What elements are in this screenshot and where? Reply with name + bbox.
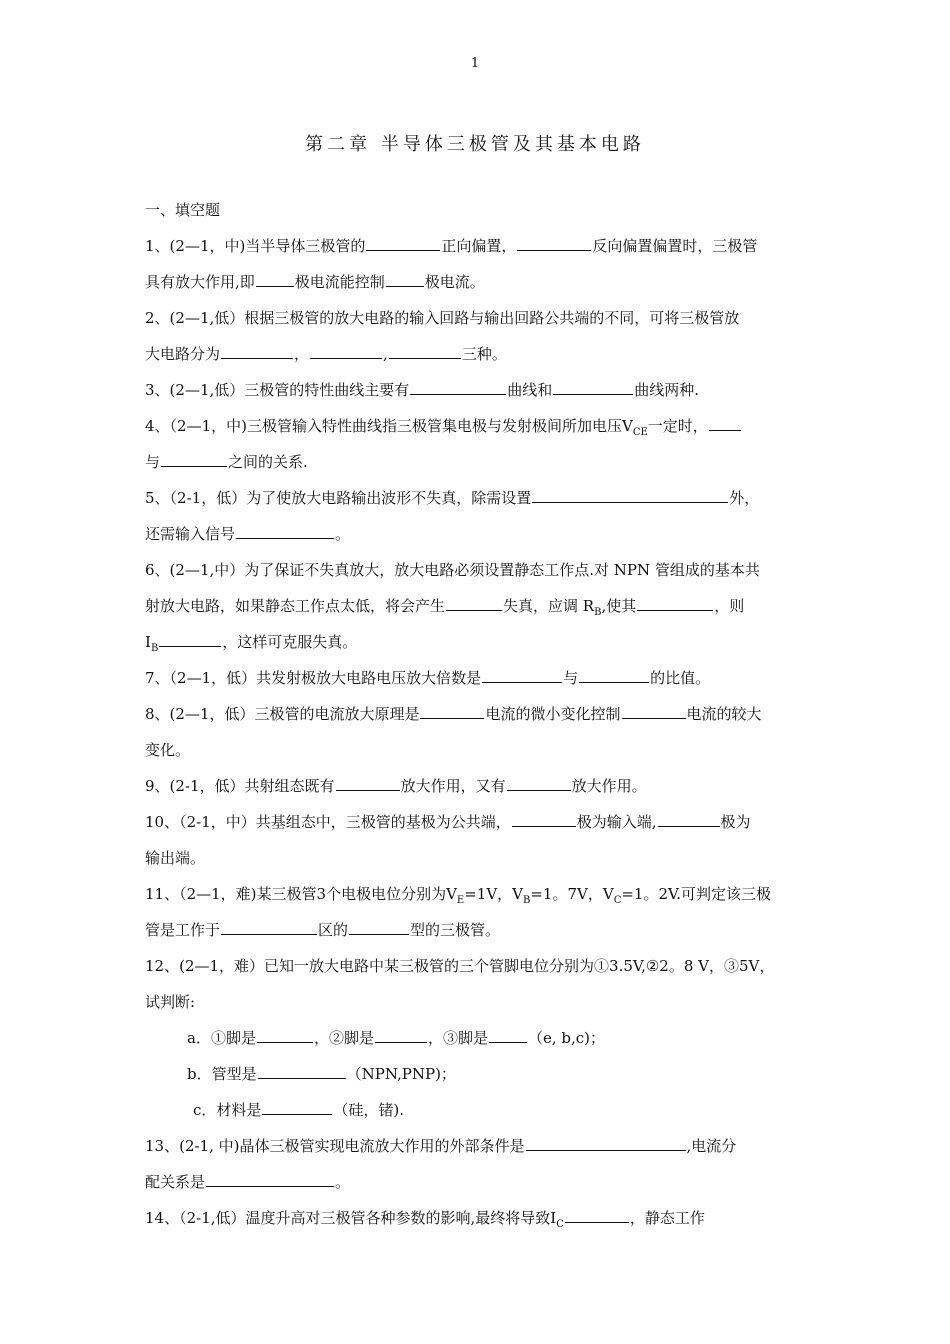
- q14-text-a: 14、（2-1,低）温度升高对三极管各种参数的影响,最终将导致I: [145, 1209, 557, 1227]
- q8-text-b: 电流的微小变化控制: [485, 705, 621, 723]
- question-3: [145, 372, 810, 408]
- q2-text-d: ,: [383, 345, 388, 363]
- q11-text-a: 11、（2—1，难)某三极管3个电极电位分别为V: [145, 885, 457, 903]
- answer-blank[interactable]: [389, 343, 461, 359]
- answer-blank[interactable]: [206, 1171, 334, 1187]
- answer-blank[interactable]: [637, 595, 713, 611]
- answer-blank[interactable]: [532, 487, 728, 503]
- q3-text-a: 3、(2—1,低）三极管的特性曲线主要有: [145, 381, 410, 399]
- page-number: 1: [470, 56, 480, 71]
- question-6-line-2: [145, 588, 810, 624]
- question-12-line-2: 试判断:: [145, 993, 196, 1011]
- answer-blank[interactable]: [262, 1099, 332, 1115]
- q10-text-b: 极为输入端,: [576, 813, 657, 831]
- answer-blank[interactable]: [161, 451, 227, 467]
- q11-text-e: 管是工作于: [145, 921, 221, 939]
- q12-text-f: （e, b,c)；: [527, 1029, 606, 1047]
- q1-text-a: 1、(2—1，中)当半导体三极管的: [145, 237, 366, 255]
- answer-blank[interactable]: [517, 235, 591, 251]
- answer-blank[interactable]: [410, 379, 506, 395]
- question-7: [145, 660, 810, 696]
- question-12-line-1: 12、(2—1，难）已知一放大电路中某三极管的三个管脚电位分别为①3.5V,②2。8 V，③5V，: [145, 957, 775, 975]
- answer-blank[interactable]: [526, 1135, 686, 1151]
- question-5-line-1: [145, 480, 810, 516]
- question-6-line-3: [145, 624, 810, 660]
- answer-blank[interactable]: [236, 523, 334, 539]
- q12-text-d: ，②脚是: [313, 1029, 374, 1047]
- answer-blank[interactable]: [579, 667, 649, 683]
- q6-text-b: 射放大电路，如果静态工作点太低，将会产生: [145, 597, 446, 615]
- answer-blank[interactable]: [257, 1027, 313, 1043]
- q6-text-f: I: [145, 633, 151, 651]
- answer-blank[interactable]: [446, 595, 502, 611]
- question-4-line-2: [145, 444, 810, 480]
- answer-blank[interactable]: [336, 775, 400, 791]
- answer-blank[interactable]: [507, 775, 571, 791]
- question-8-line-2: 变化。: [145, 741, 191, 759]
- q9-text-b: 放大作用，又有: [400, 777, 506, 795]
- q1-text-b: 正向偏置，: [441, 237, 517, 255]
- answer-blank[interactable]: [553, 379, 633, 395]
- q12-text-e: ，③脚是: [427, 1029, 488, 1047]
- q11-subscript-1: E: [456, 895, 465, 906]
- q2-text-b: 大电路分为: [145, 345, 221, 363]
- q2-text-e: 三种。: [461, 345, 507, 363]
- q7-text-a: 7、（2—1，低）共发射极放大电路电压放大倍数是: [145, 669, 482, 687]
- question-8-line-1: [145, 696, 810, 732]
- q10-text-c: 极为: [720, 813, 751, 831]
- q12-text-j: （硅，锗).: [333, 1101, 405, 1119]
- question-11-line-1: [145, 876, 810, 912]
- question-2-line-1: 2、(2—1,低）根据三极管的放大电路的输入回路与输出回路公共端的不同，可将三极管放: [145, 309, 740, 327]
- answer-blank[interactable]: [622, 703, 686, 719]
- answer-blank[interactable]: [386, 271, 424, 287]
- answer-blank[interactable]: [159, 631, 221, 647]
- q13-text-c: 配关系是: [145, 1173, 206, 1191]
- answer-blank[interactable]: [258, 1063, 346, 1079]
- question-12-part-c: [145, 1092, 810, 1128]
- q11-text-d: =1。2V.可判定该三极: [621, 885, 771, 903]
- q14-subscript: C: [556, 1219, 564, 1230]
- q8-text-a: 8、(2—1，低）三极管的电流放大原理是: [145, 705, 420, 723]
- q4-text-a: 4、（2—1，中)三极管输入特性曲线指三极管集电极与发射极间所加电压V: [145, 417, 633, 435]
- q1-text-e: 极电流能控制: [294, 273, 385, 291]
- q5-text-c: 还需输入信号: [145, 525, 236, 543]
- answer-blank[interactable]: [658, 811, 720, 827]
- question-13-line-2: [145, 1164, 810, 1200]
- page-title: 第二章 半导体三极管及其基本电路: [305, 134, 645, 155]
- question-10-line-1: [145, 804, 810, 840]
- question-2-line-2: [145, 336, 810, 372]
- q5-text-a: 5、（2-1，低）为了使放大电路输出波形不失真，除需设置: [145, 489, 532, 507]
- answer-blank[interactable]: [310, 343, 382, 359]
- document-body: [145, 192, 810, 1236]
- q6-text-g: ，这样可克服失真。: [222, 633, 358, 651]
- question-9: [145, 768, 810, 804]
- question-6-line-1: 6、(2—1,中）为了保证不失真放大，放大电路必须设置静态工作点.对 NPN 管组成的基本共: [145, 561, 760, 579]
- question-10-line-2: 输出端。: [145, 849, 206, 867]
- q6-text-e: ，则: [714, 597, 745, 615]
- q3-text-b: 曲线和: [507, 381, 553, 399]
- question-1-line-2: [145, 264, 810, 300]
- q11-text-b: =1V，V: [464, 885, 523, 903]
- q4-text-b: 一定时，: [647, 417, 708, 435]
- q4-text-c: 与: [145, 453, 161, 471]
- answer-blank[interactable]: [512, 811, 576, 827]
- q13-text-b: ,电流分: [686, 1137, 737, 1155]
- q7-text-c: 的比值。: [650, 669, 711, 687]
- q12-text-g: b．管型是: [187, 1065, 257, 1083]
- answer-blank[interactable]: [366, 235, 440, 251]
- answer-blank[interactable]: [375, 1027, 427, 1043]
- question-1-line-1: [145, 228, 810, 264]
- answer-blank[interactable]: [221, 919, 317, 935]
- question-5-line-2: [145, 516, 810, 552]
- answer-blank[interactable]: [482, 667, 562, 683]
- answer-blank[interactable]: [489, 1027, 527, 1043]
- q11-text-g: 型的三极管。: [410, 921, 501, 939]
- q1-text-d: 具有放大作用,即: [145, 273, 255, 291]
- q12-text-h: （NPN,PNP)；: [346, 1065, 456, 1083]
- section-heading: 一、填空题: [145, 201, 221, 219]
- answer-blank[interactable]: [349, 919, 409, 935]
- q11-subscript-2: B: [523, 895, 531, 906]
- answer-blank[interactable]: [565, 1207, 629, 1223]
- question-12-part-a: [145, 1020, 810, 1056]
- q14-text-b: ，静态工作: [629, 1209, 705, 1227]
- question-11-line-2: [145, 912, 810, 948]
- q13-text-d: 。: [335, 1173, 351, 1191]
- q5-text-b: 外，: [729, 489, 760, 507]
- question-12-part-b: [145, 1056, 810, 1092]
- q6-text-d: ,使其: [601, 597, 637, 615]
- q6-subscript-b: B: [594, 607, 602, 618]
- q6-text-c: 失真，应调 R: [503, 597, 595, 615]
- q8-text-c: 电流的较大: [686, 705, 762, 723]
- q12-text-i: c．材料是: [193, 1101, 262, 1119]
- q4-subscript: CE: [632, 427, 648, 438]
- question-13-line-1: [145, 1128, 810, 1164]
- q11-text-c: =1。7V，V: [530, 885, 614, 903]
- answer-blank[interactable]: [221, 343, 293, 359]
- q13-text-a: 13、(2-1, 中)晶体三极管实现电流放大作用的外部条件是: [145, 1137, 525, 1155]
- q3-text-c: 曲线两种.: [634, 381, 700, 399]
- q1-text-f: 极电流。: [424, 273, 485, 291]
- q4-text-d: 之间的关系.: [228, 453, 308, 471]
- q6-subscript-f: B: [150, 643, 159, 654]
- q11-subscript-3: C: [613, 895, 622, 906]
- q10-text-a: 10、（2-1，中）共基组态中，三极管的基极为公共端，: [145, 813, 511, 831]
- question-14-line-1: [145, 1200, 810, 1236]
- q7-text-b: 与: [563, 669, 579, 687]
- question-4-line-1: [145, 408, 810, 444]
- q11-text-f: 区的: [318, 921, 349, 939]
- q2-text-c: ，: [294, 345, 310, 363]
- answer-blank[interactable]: [256, 271, 294, 287]
- q9-text-c: 放大作用。: [571, 777, 647, 795]
- answer-blank[interactable]: [709, 415, 741, 431]
- q1-text-c: 反向偏置偏置时，三极管: [592, 237, 758, 255]
- q12-text-c: a．①脚是: [187, 1029, 256, 1047]
- answer-blank[interactable]: [420, 703, 484, 719]
- q9-text-a: 9、(2-1，低）共射组态既有: [145, 777, 335, 795]
- q5-text-d: 。: [335, 525, 351, 543]
